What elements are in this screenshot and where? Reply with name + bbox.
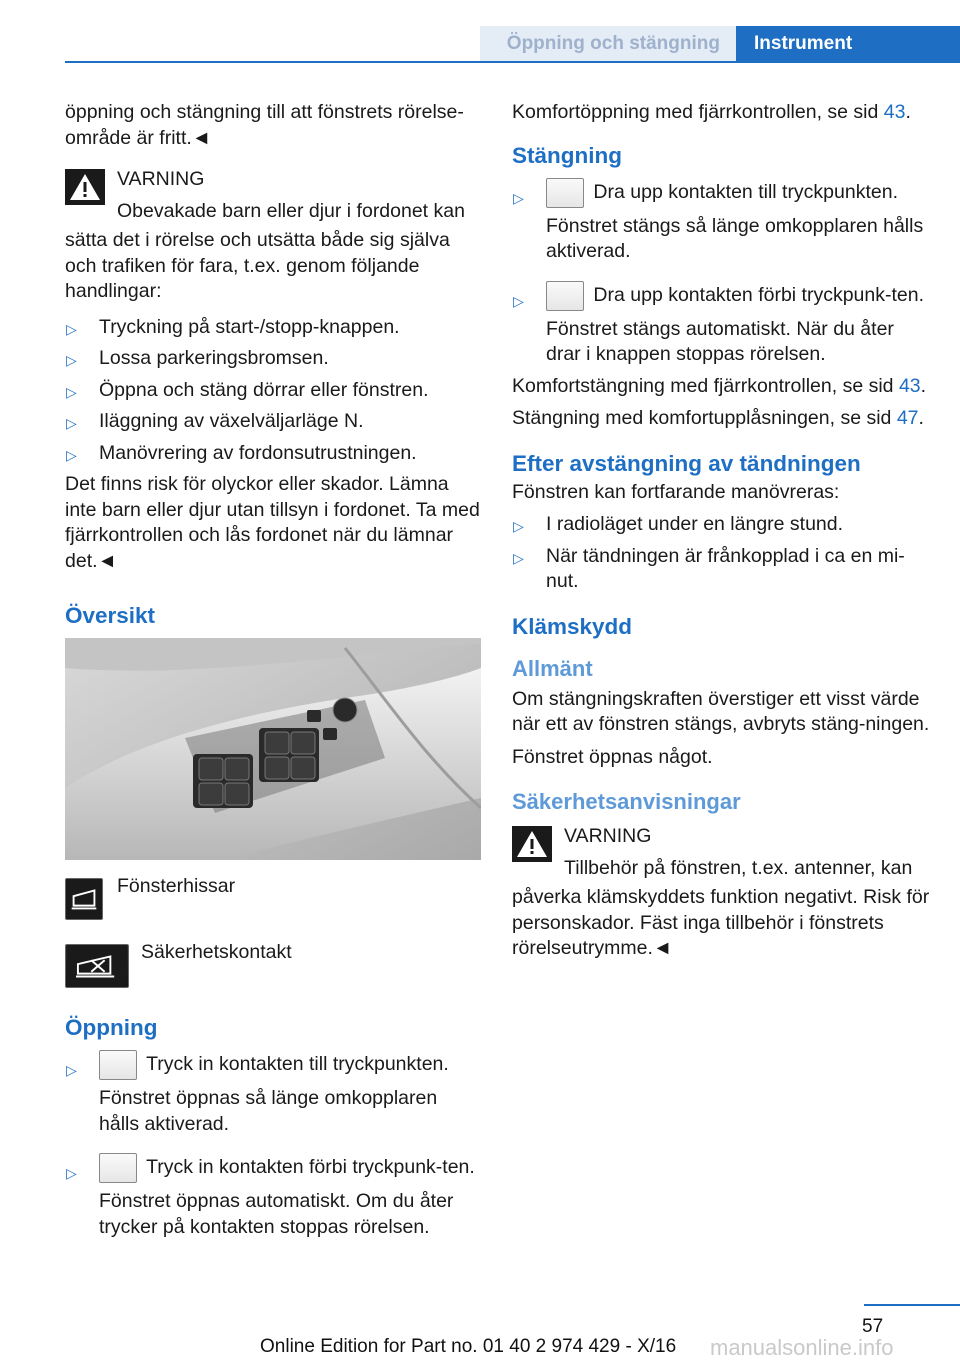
window-switch-icon	[546, 281, 584, 311]
bullet-triangle-icon: ▷	[66, 352, 77, 368]
bullet-triangle-icon: ▷	[513, 518, 524, 534]
allmant-paragraph: Om stängningskraften överstiger ett visst värde när ett av fönstren stängs, avbryts stäng-ningen.	[512, 687, 930, 735]
list-item-text: Tryck in kontakten förbi tryckpunk-ten.	[146, 1156, 475, 1178]
list-item-subtext: Fönstret öppnas automatiskt. Om du åter trycker på kontakten stoppas rörelsen.	[99, 1190, 454, 1238]
warning-body: påverka klämskyddets funktion negativt. Risk för personskador. Fäst inga tillbehör i fönstrets rörelseutrymme.◄	[512, 886, 930, 959]
heading-oversikt: Översikt	[65, 603, 156, 628]
list-item-text: I radioläget under en längre stund.	[546, 513, 844, 535]
intro-paragraph: öppning och stängning till att fönstrets rörelse-område är fritt.◄	[65, 101, 464, 149]
header-chapter-label: Instrument	[754, 33, 853, 54]
footer-divider	[864, 1304, 960, 1306]
watermark: manualsonline.info	[710, 1335, 894, 1360]
list-item-subtext: Fönstret stängs automatiskt. När du åter drar i knappen stoppas rörelsen.	[546, 317, 894, 365]
heading-allmant: Allmänt	[512, 655, 593, 681]
header-chapter-tab	[736, 26, 960, 62]
efter-intro: Fönstren kan fortfarande manövreras:	[512, 480, 840, 503]
text: Komfortöppning med fjärrkontrollen, se sid	[512, 101, 884, 123]
bullet-triangle-icon: ▷	[66, 1062, 77, 1078]
edition-text: Online Edition for Part no. 01 40 2 974 429 - X/16	[260, 1336, 677, 1357]
bullet-triangle-icon: ▷	[513, 292, 524, 309]
bullet-triangle-icon: ▷	[66, 415, 77, 431]
heading-sakerhet: Säkerhetsanvisningar	[512, 789, 741, 814]
list-item-text: Tryckning på start-/stopp-knappen.	[99, 315, 400, 338]
legend-label: Säkerhetskontakt	[141, 941, 292, 963]
left-column	[65, 100, 481, 1256]
list-item-text: Dra upp kontakten förbi tryckpunk-ten.	[593, 283, 925, 306]
allmant-paragraph-2: Fönstret öppnas något.	[512, 745, 713, 768]
list-item	[512, 512, 930, 538]
warning-title: VARNING	[117, 168, 205, 190]
warning-title: VARNING	[564, 825, 652, 847]
list-item	[65, 409, 481, 435]
bullet-triangle-icon: ▷	[66, 320, 77, 337]
warning-first-line: Obevakade barn eller djur i fordonet kan	[117, 199, 465, 222]
legend-label: Fönsterhissar	[117, 875, 236, 897]
bullet-triangle-icon: ▷	[66, 1165, 77, 1181]
warning-icon	[65, 169, 105, 205]
page-link[interactable]: 43	[883, 101, 906, 123]
list-item-text: Manövrering av fordonsutrustningen.	[99, 441, 417, 464]
list-item	[512, 544, 930, 595]
text: Komfortstängning med fjärrkontrollen, se sid	[512, 374, 899, 397]
komfort-close-paragraph: Komfortstängning med fjärrkontrollen, se sid 43.	[512, 374, 927, 397]
right-column	[512, 100, 930, 968]
list-item	[65, 1153, 481, 1240]
window-lift-icon	[65, 878, 103, 920]
bullet-triangle-icon: ▷	[513, 549, 524, 566]
window-switch-icon	[99, 1050, 137, 1080]
warning-list	[65, 315, 481, 467]
list-item-text: Tryck in kontakten till tryckpunkten.	[146, 1053, 449, 1075]
list-item-text: När tändningen är frånkopplad i ca en mi-nut.	[546, 544, 905, 592]
list-item	[512, 178, 930, 265]
list-item	[65, 346, 481, 372]
legend-safety-switch	[65, 941, 481, 1002]
header-divider	[65, 61, 960, 63]
legend-window-lift	[65, 875, 481, 936]
bullet-triangle-icon: ▷	[66, 383, 77, 400]
warning-body: sätta det i rörelse och utsätta både sig själva och trafiken för fara, t.ex. genom följande handlingar:	[65, 229, 450, 302]
list-item-text: Lossa parkeringsbromsen.	[99, 347, 329, 369]
komfort-open-paragraph: Komfortöppning med fjärrkontrollen, se sid 43.	[512, 101, 911, 123]
door-panel-photo	[65, 638, 481, 860]
efter-list	[512, 512, 930, 595]
list-item-subtext: Fönstret stängs så länge omkopplaren hålls aktiverad.	[546, 214, 924, 262]
heading-oppning: Öppning	[65, 1015, 158, 1040]
warning-block	[512, 824, 930, 962]
bullet-triangle-icon: ▷	[513, 189, 524, 206]
list-item	[65, 315, 481, 341]
warning-first-line: Tillbehör på fönstren, t.ex. antenner, kan	[564, 856, 913, 879]
warning-block	[65, 167, 481, 305]
list-item	[65, 378, 481, 404]
list-item-subtext: Fönstret öppnas så länge omkopplaren hålls aktiverad.	[99, 1087, 438, 1135]
window-switch-icon	[99, 1153, 137, 1183]
list-item-text: Dra upp kontakten till tryckpunkten.	[593, 180, 898, 203]
heading-klamskydd: Klämskydd	[512, 613, 633, 639]
list-item-text: Iläggning av växelväljarläge N.	[99, 410, 364, 432]
heading-efter: Efter avstängning av tändningen	[512, 450, 861, 476]
list-item	[65, 441, 481, 467]
komfort-upl-paragraph: Stängning med komfortupplåsningen, se sid 47.	[512, 407, 924, 429]
list-item-text: Öppna och stäng dörrar eller fönstren.	[99, 378, 429, 401]
page-number: 57	[862, 1316, 884, 1337]
heading-stangning: Stängning	[512, 142, 622, 168]
safety-switch-icon	[65, 944, 129, 988]
header-section-label: Öppning och stängning	[506, 33, 720, 54]
page-link[interactable]: 43	[898, 374, 921, 397]
window-switch-icon	[546, 178, 584, 208]
text: Stängning med komfortupplåsningen, se sid	[512, 407, 897, 429]
list-item	[65, 1050, 481, 1137]
stangning-list	[512, 178, 930, 368]
header-section-tab	[480, 26, 736, 62]
page-link[interactable]: 47	[896, 407, 919, 429]
bullet-triangle-icon: ▷	[66, 446, 77, 463]
warning-icon	[512, 826, 552, 862]
list-item	[512, 281, 930, 368]
warning-closing: Det finns risk för olyckor eller skador. Lämna inte barn eller djur utan tillsyn i fordonet. Ta med fjärrkontrollen och lås fordonet när du lämnar det.◄	[65, 473, 480, 572]
oppning-list	[65, 1050, 481, 1240]
